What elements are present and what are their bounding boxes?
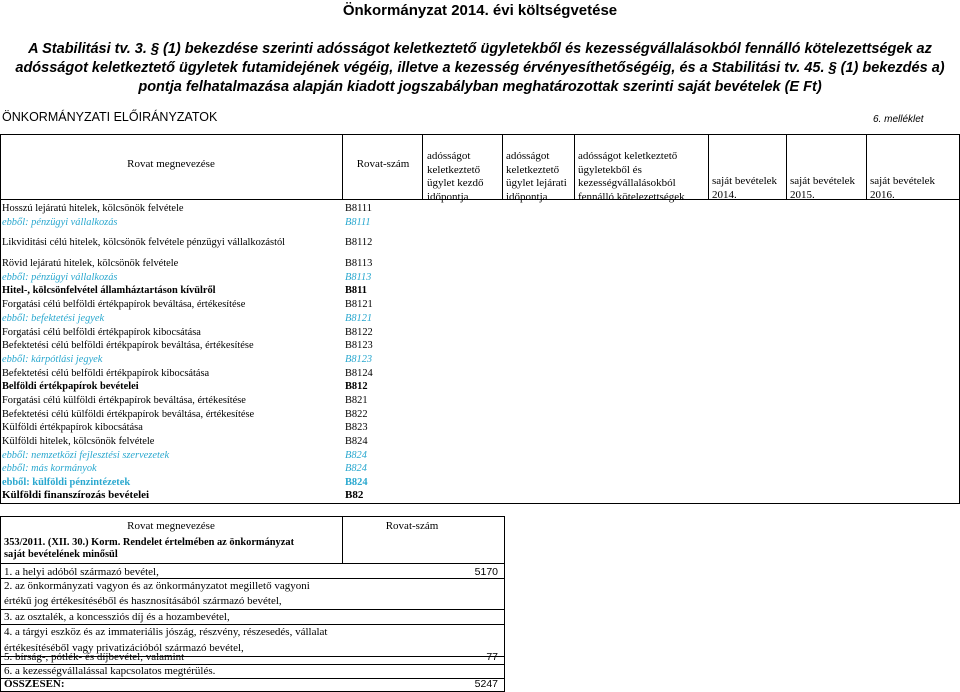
row-code: B823: [345, 422, 368, 433]
row-name: ebből: pénzügyi vállalkozás: [2, 272, 118, 283]
header-rev-2016: saját bevételek 2016.: [870, 175, 936, 201]
row-name: Hitel-, kölcsönfelvétel államháztartáson kívülről: [2, 285, 216, 296]
header-obligations: adósságot keletkeztető ügyletekből és kezességvállalásokból fennálló kötelezettségek: [578, 150, 685, 203]
row-code: B8111: [345, 217, 371, 228]
annex-label: 6. melléklet: [873, 114, 924, 125]
table-row: [0, 216, 960, 229]
table-row: [0, 326, 960, 339]
row-name: Forgatási célú belföldi értékpapírok beváltása, értékesítése: [2, 299, 246, 310]
table-row: [0, 421, 960, 434]
item-text: értékesítéséből vagy privatizációból származó bevétel,: [4, 642, 244, 654]
header-rev-2015: saját bevételek 2015.: [790, 175, 856, 201]
page-title: Önkormányzat 2014. évi költségvetése: [342, 2, 618, 19]
row-name: ebből: kárpótlási jegyek: [2, 354, 103, 365]
row-code: B8121: [345, 299, 373, 310]
row-name: Befektetési célú belföldi értékpapírok kibocsátása: [2, 368, 210, 379]
total-label: ÖSSZESEN:: [4, 678, 65, 690]
table-row: [0, 339, 960, 352]
total-row: [0, 678, 504, 691]
table-row: [0, 257, 960, 270]
table2-header-name: Rovat megnevezése: [127, 520, 215, 532]
list-item: [0, 664, 504, 678]
table2-intro-line-2: saját bevételének minősül: [4, 549, 118, 560]
table-row: [0, 489, 960, 502]
header-rev-2014: saját bevételek 2014.: [712, 175, 778, 201]
row-code: B811: [345, 285, 367, 296]
table-row: [0, 476, 960, 489]
list-item: [0, 651, 504, 664]
table-row: [0, 380, 960, 393]
row-code: B822: [345, 409, 368, 420]
table-row: [0, 367, 960, 380]
table-row: [0, 271, 960, 284]
table-row: [0, 236, 960, 249]
table-row: [0, 449, 960, 462]
row-code: B8124: [345, 368, 373, 379]
subtitle-line-2: adósságot keletkeztető ügyletek futamidejének végéig, illetve a kezesség érvényesíthetőségéig, és a Stabilitási tv. 45. § (1) bekezdés a): [15, 60, 945, 76]
item-text: 3. az osztalék, a koncessziós díj és a hozambevétel,: [4, 611, 230, 623]
row-name: Külföldi értékpapírok kibocsátása: [2, 422, 143, 433]
item-value: 5170: [474, 566, 498, 578]
table-row: [0, 298, 960, 311]
section-label: ÖNKORMÁNYZATI ELŐIRÁNYZATOK: [2, 110, 218, 124]
row-name: ebből: más kormányok: [2, 463, 97, 474]
item-text: 2. az önkormányzati vagyon és az önkormányzatot megillető vagyoni: [4, 580, 310, 592]
row-name: ebből: külföldi pénzintézetek: [2, 477, 131, 488]
row-code: B8123: [345, 340, 373, 351]
row-code: B8113: [345, 272, 372, 283]
item-text: 1. a helyi adóból származó bevétel,: [4, 566, 159, 578]
total-value: 5247: [474, 678, 498, 690]
row-code: B824: [345, 436, 368, 447]
list-item-continued: [0, 593, 504, 609]
table-row: [0, 284, 960, 297]
table2-intro-line-1: 353/2011. (XII. 30.) Korm. Rendelet értelmében az önkormányzat: [4, 537, 295, 548]
row-code: B8122: [345, 327, 373, 338]
table-row: [0, 435, 960, 448]
list-item: [0, 578, 504, 594]
row-code: B824: [345, 463, 367, 474]
header-start-date: adósságot keletkeztető ügylet kezdő időpontja: [427, 150, 484, 203]
row-name: ebből: befektetési jegyek: [2, 313, 105, 324]
table-row: [0, 394, 960, 407]
list-item: [0, 624, 504, 640]
row-name: Likviditási célú hitelek, kölcsönök felvétele pénzügyi vállalkozástól: [2, 237, 286, 248]
row-name: Hosszú lejáratú hitelek, kölcsönök felvétele: [2, 203, 184, 214]
header-rovat-szam: Rovat-szám: [356, 158, 410, 170]
subtitle-line-1: A Stabilitási tv. 3. § (1) bekezdése szerinti adósságot keletkeztető ügyletekből és kezességvállalásokból fennálló kötelezettségek az: [28, 41, 932, 57]
row-name: Külföldi finanszírozás bevételei: [2, 489, 150, 501]
row-code: B824: [345, 450, 367, 461]
row-name: ebből: pénzügyi vállalkozás: [2, 217, 118, 228]
table-row: [0, 408, 960, 421]
row-name: Rövid lejáratú hitelek, kölcsönök felvétele: [2, 258, 179, 269]
item-text: 4. a tárgyi eszköz és az immateriális jószág, részvény, részesedés, vállalat: [4, 626, 328, 638]
table-row: [0, 353, 960, 366]
subtitle-line-3: pontja felhatalmazása alapján kiadott jogszabályban meghatározottak szerinti saját bevételek (E Ft): [138, 79, 822, 95]
row-name: Befektetési célú külföldi értékpapírok beváltása, értékesítése: [2, 409, 255, 420]
header-rovat-megnevezese: Rovat megnevezése: [127, 158, 215, 170]
item-text: értékű jog értékesítéséből és hasznosításából származó bevétel,: [4, 595, 282, 607]
item-text: 5. bírság-, pótlék- és díjbevétel, valamint: [4, 651, 185, 663]
row-code: B824: [345, 477, 368, 488]
row-name: Forgatási célú belföldi értékpapírok kibocsátása: [2, 327, 201, 338]
row-code: B8112: [345, 237, 373, 248]
table-row: [0, 462, 960, 475]
list-item: [0, 609, 504, 625]
row-code: B8123: [345, 354, 373, 365]
row-code: B8111: [345, 203, 372, 214]
table-row: [0, 312, 960, 325]
header-end-date: adósságot keletkeztető ügylet lejárati időpontja: [506, 150, 567, 203]
row-code: B8113: [345, 258, 373, 269]
row-name: Forgatási célú külföldi értékpapírok beváltása, értékesítése: [2, 395, 246, 406]
row-name: Belföldi értékpapírok bevételei: [2, 381, 139, 392]
table-row: [0, 202, 960, 215]
table2-header-code: Rovat-szám: [385, 520, 439, 532]
row-code: B821: [345, 395, 368, 406]
row-code: B8121: [345, 313, 373, 324]
item-value: 77: [486, 651, 498, 663]
row-code: B812: [345, 381, 368, 392]
row-name: Befektetési célú belföldi értékpapírok beváltása, értékesítése: [2, 340, 254, 351]
row-name: ebből: nemzetközi fejlesztési szervezetek: [2, 450, 170, 461]
row-code: B82: [345, 489, 364, 501]
row-name: Külföldi hitelek, kölcsönök felvétele: [2, 436, 155, 447]
item-text: 6. a kezességvállalással kapcsolatos megtérülés.: [4, 665, 216, 677]
